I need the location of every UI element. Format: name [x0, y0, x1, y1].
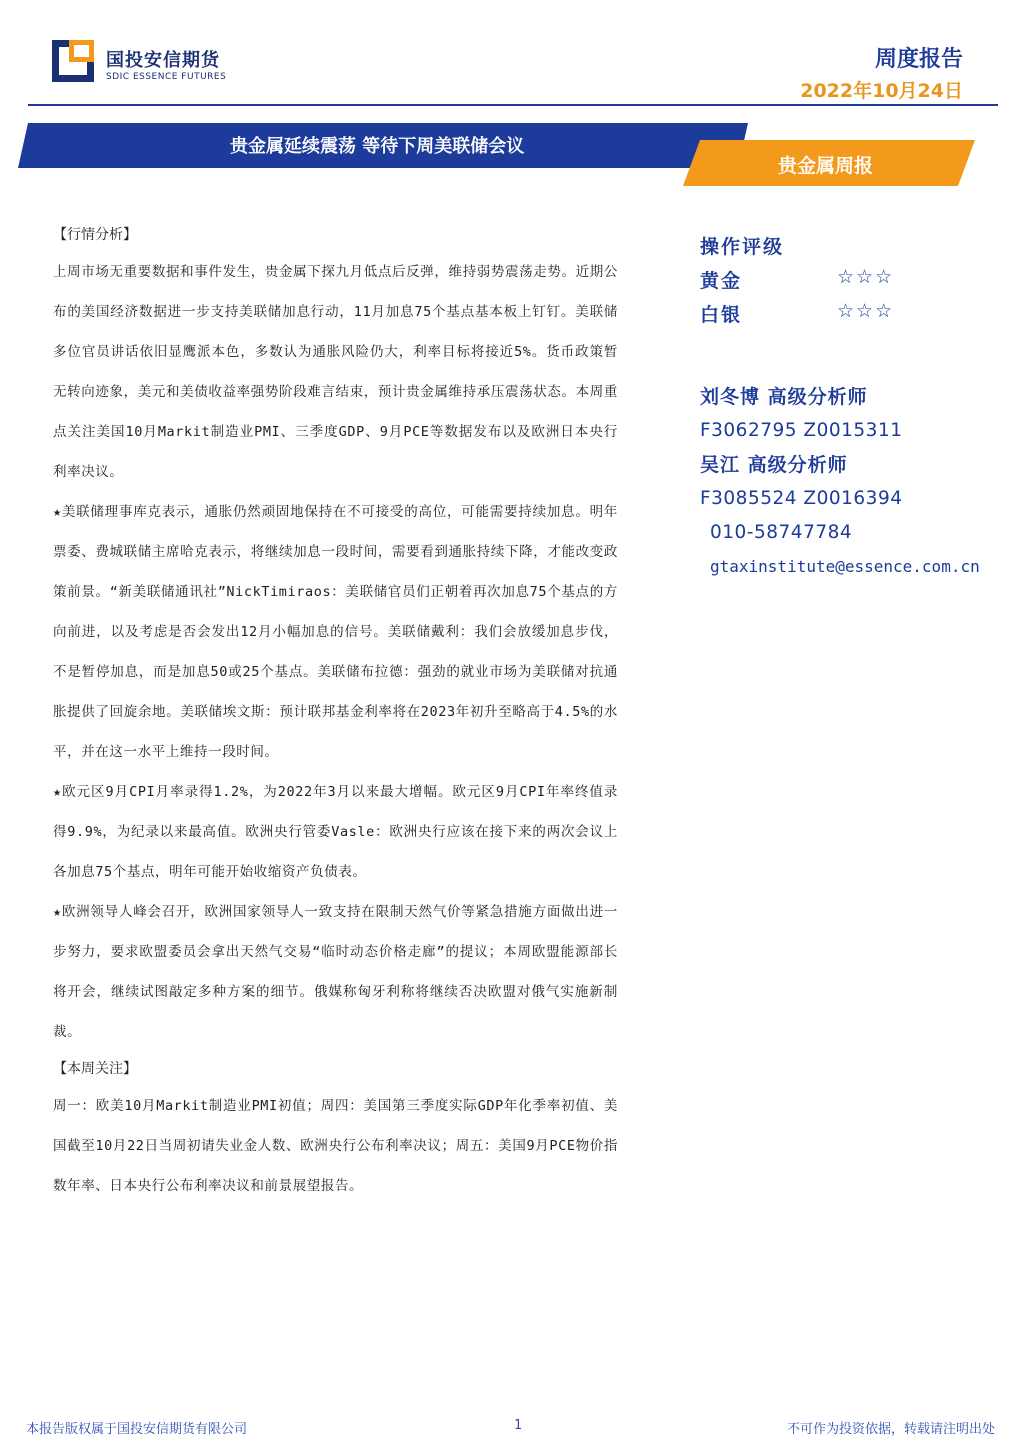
analyst-license: F3085524 Z0016394: [700, 488, 903, 509]
rating-name: 白银: [700, 304, 743, 326]
logo-mark-icon: [52, 40, 94, 82]
paragraph-eu-summit: ★欧洲领导人峰会召开，欧洲国家领导人一致支持在限制天然气价等紧急措施方面做出进一步努力，要求欧盟委员会拿出天然气交易“临时动态价格走廊”的提议；本周欧盟能源部长将开会，继续试图敲定多种方案的细节。俄媒称匈牙利称将继续否决欧盟对俄气实施新制裁。: [53, 904, 618, 1040]
paragraph-weekly-focus: 周一：欧美10月Markit制造业PMI初值；周四：美国第三季度实际GDP年化季率初值、美国截至10月22日当周初请失业金人数、欧洲央行公布利率决议；周五：美国9月PCE物价指数年率、日本央行公布利率决议和前景展望报告。: [53, 1098, 618, 1194]
disclaimer-notice: 不可作为投资依据，转载请注明出处: [786, 1422, 995, 1437]
rating-row-gold: [700, 266, 1020, 300]
section-title-weekly-focus: 【本周关注】: [53, 1061, 137, 1077]
page-number: 1: [514, 1418, 523, 1433]
report-category-tag: 贵金属周报: [778, 155, 874, 177]
main-content: [53, 218, 618, 1206]
section-title-market-analysis: 【行情分析】: [53, 227, 137, 243]
contact-email[interactable]: gtaxinstitute@essence.com.cn: [710, 557, 980, 576]
paragraph-fed: ★美联储理事库克表示，通胀仍然顽固地保持在不可接受的高位，可能需要持续加息。明年票委、费城联储主席哈克表示，将继续加息一段时间，需要看到通胀持续下降，才能改变政策前景。“新美联储通讯社”NickTimiraos：美联储官员们正朝着再次加息75个基点的方向前进，以及考虑是否会发出12月小幅加息的信号。美联储戴利：我们会放缓加息步伐，不是暂停加息，而是加息50或25个基点。美联储布拉德：强劲的就业市场为美联储对抗通胀提供了回旋余地。美联储埃文斯：预计联邦基金利率将在2023年初升至略高于4.5%的水平，并在这一水平上维持一段时间。: [53, 504, 618, 760]
header-divider: [28, 104, 998, 106]
paragraph-summary: 上周市场无重要数据和事件发生，贵金属下探九月低点后反弹，维持弱势震荡走势。近期公布的美国经济数据进一步支持美联储加息行动，11月加息75个基点基本板上钉钉。美联储多位官员讲话依旧显鹰派本色，多数认为通胀风险仍大，利率目标将接近5%。货币政策暂无转向迹象，美元和美债收益率强势阶段难言结束，预计贵金属维持承压震荡状态。本周重点关注美国10月Markit制造业PMI、三季度GDP、9月PCE等数据发布以及欧洲日本央行利率决议。: [53, 264, 618, 480]
contact-phone: 010-58747784: [710, 522, 853, 543]
rating-stars-icon: ☆☆☆: [837, 300, 895, 322]
report-date: 2022年10月24日: [800, 80, 963, 102]
page-footer: [0, 1418, 1025, 1438]
rating-title: 操作评级: [700, 236, 785, 258]
analyst-name: 吴江 高级分析师: [700, 454, 848, 476]
paragraph-eurozone: ★欧元区9月CPI月率录得1.2%，为2022年3月以来最大增幅。欧元区9月CPI年率终值录得9.9%，为纪录以来最高值。欧洲央行管委Vasle：欧洲央行应该在接下来的两次会议上各加息75个基点，明年可能开始收缩资产负债表。: [53, 784, 618, 880]
copyright-notice: 本报告版权属于国投安信期货有限公司: [26, 1422, 248, 1437]
logo-name-en: SDIC ESSENCE FUTURES: [106, 72, 227, 82]
analyst-name: 刘冬博 高级分析师: [700, 386, 868, 408]
rating-row-silver: [700, 300, 1020, 334]
sidebar: [700, 232, 1020, 584]
report-type: 周度报告: [874, 47, 963, 72]
logo-name-cn: 国投安信期货: [106, 50, 220, 71]
rating-stars-icon: ☆☆☆: [837, 266, 895, 288]
rating-name: 黄金: [700, 270, 743, 292]
analyst-license: F3062795 Z0015311: [700, 420, 903, 441]
report-title: 贵金属延续震荡 等待下周美联储会议: [230, 136, 525, 157]
company-logo: [52, 40, 242, 90]
